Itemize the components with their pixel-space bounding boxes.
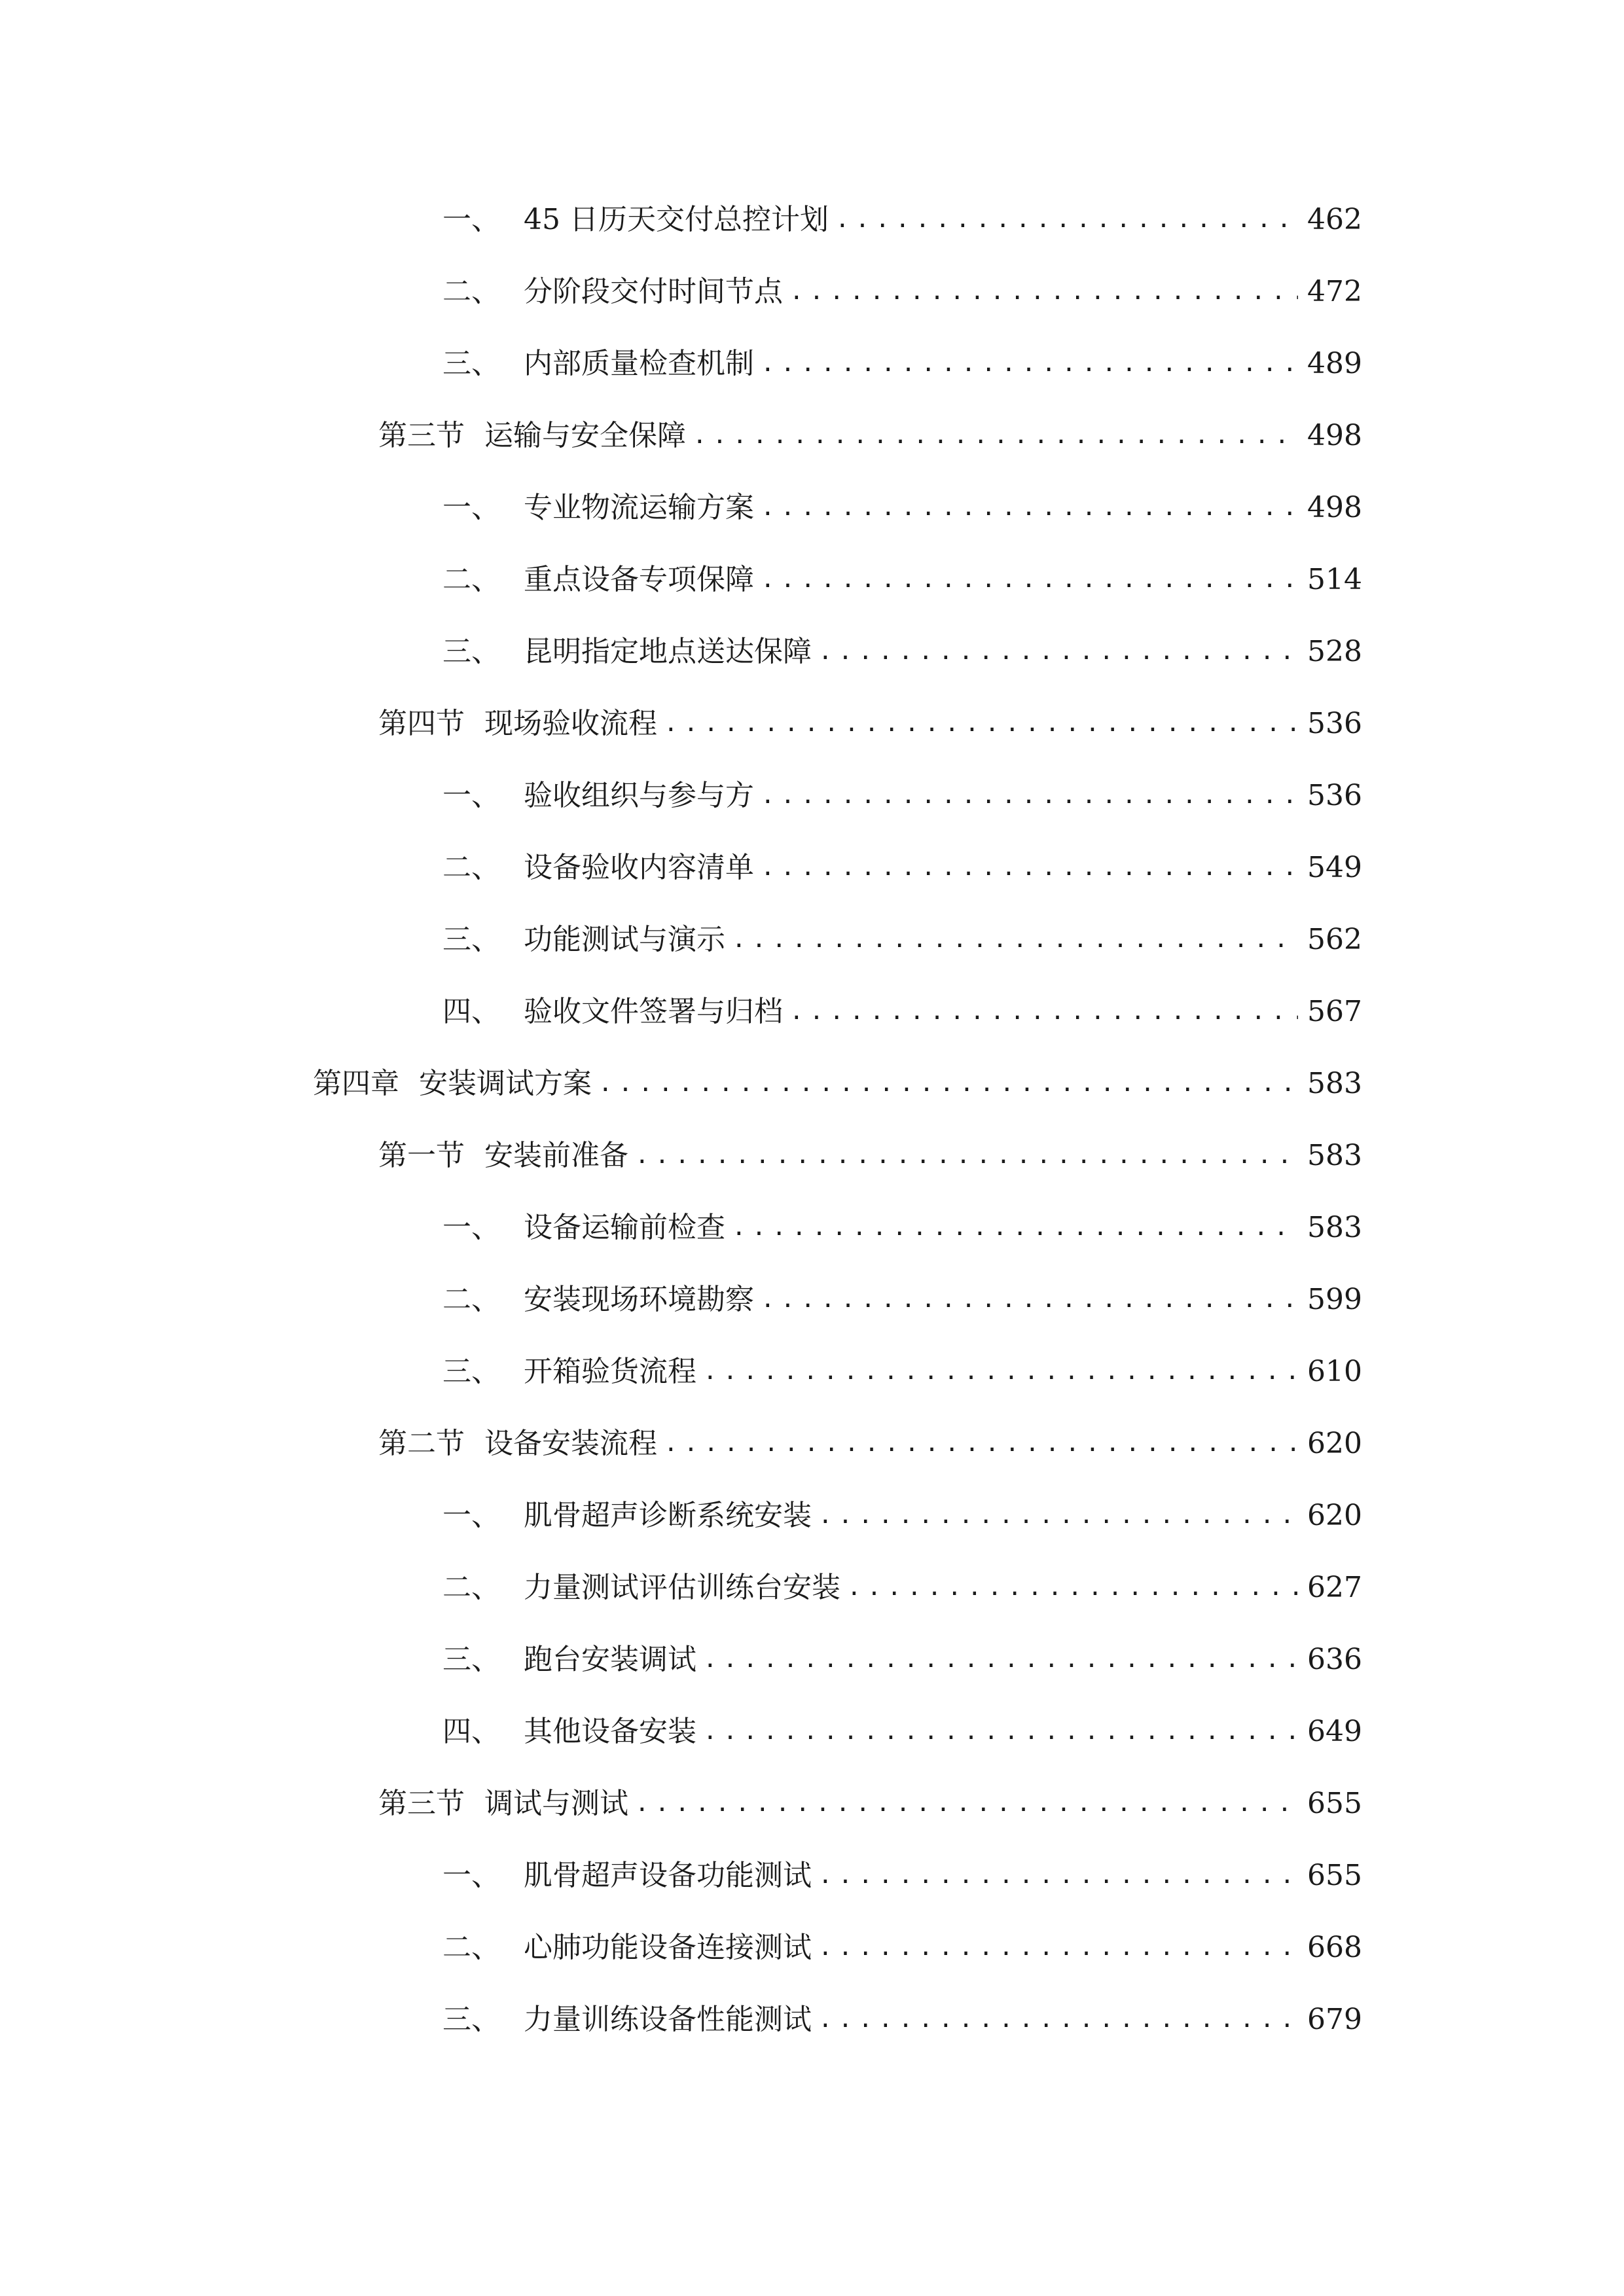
toc-entry-title: 设备验收内容清单 xyxy=(524,851,754,884)
dot-leader xyxy=(789,976,1298,1048)
toc-entry-number: 二、 xyxy=(442,1931,500,1964)
toc-entry-number: 第四节 xyxy=(378,707,465,740)
dot-leader xyxy=(818,1912,1298,1984)
toc-entry-page: 536 xyxy=(1307,779,1362,812)
dot-leader xyxy=(635,1120,1298,1192)
dot-leader xyxy=(818,1840,1298,1912)
dot-leader xyxy=(664,1408,1298,1480)
toc-entry-page: 636 xyxy=(1307,1643,1362,1676)
toc-entry-title: 力量训练设备性能测试 xyxy=(524,2003,812,2036)
toc-entry[interactable] xyxy=(0,1768,1624,1840)
toc-entry-title: 开箱验货流程 xyxy=(524,1355,696,1388)
toc-entry-page: 627 xyxy=(1307,1571,1362,1604)
dot-leader xyxy=(818,1480,1298,1552)
toc-entry-page: 462 xyxy=(1307,203,1362,236)
toc-entry-page: 583 xyxy=(1307,1067,1362,1100)
toc-entry-page: 649 xyxy=(1307,1715,1362,1748)
toc-entry-title: 肌骨超声设备功能测试 xyxy=(524,1859,812,1892)
toc-entry-number: 二、 xyxy=(442,1283,500,1316)
toc-entry-number: 一、 xyxy=(442,1859,500,1892)
toc-entry-title: 设备运输前检查 xyxy=(524,1211,725,1244)
toc-entry-number: 一、 xyxy=(442,1211,500,1244)
toc-entry-page: 514 xyxy=(1307,563,1362,596)
toc-entry[interactable] xyxy=(0,1048,1624,1120)
toc-entry[interactable] xyxy=(0,472,1624,544)
toc-entry-page: 583 xyxy=(1307,1211,1362,1244)
toc-entry-page: 498 xyxy=(1307,491,1362,524)
toc-entry-page: 620 xyxy=(1307,1499,1362,1532)
toc-entry-title: 内部质量检查机制 xyxy=(524,347,754,380)
dot-leader xyxy=(761,832,1298,904)
toc-entry-number: 第三节 xyxy=(378,419,465,452)
toc-entry-page: 668 xyxy=(1307,1931,1362,1964)
toc-entry-title: 跑台安装调试 xyxy=(524,1643,696,1676)
toc-entry-title: 昆明指定地点送达保障 xyxy=(524,635,812,668)
toc-entry[interactable] xyxy=(0,1624,1624,1696)
dot-leader xyxy=(703,1336,1298,1408)
toc-entry-page: 528 xyxy=(1307,635,1362,668)
toc-entry-number: 三、 xyxy=(442,923,500,956)
toc-entry[interactable] xyxy=(0,1120,1624,1192)
toc-entry-number: 三、 xyxy=(442,1643,500,1676)
toc-entry-title: 验收文件签署与归档 xyxy=(524,995,783,1028)
toc-entry-title: 安装调试方案 xyxy=(419,1067,592,1100)
toc-entry[interactable] xyxy=(0,184,1624,256)
toc-entry-page: 472 xyxy=(1307,275,1362,308)
toc-entry[interactable] xyxy=(0,400,1624,472)
toc-entry-page: 655 xyxy=(1307,1859,1362,1892)
toc-entry-number: 三、 xyxy=(442,347,500,380)
dot-leader xyxy=(703,1696,1298,1768)
toc-entry-number: 二、 xyxy=(442,563,500,596)
toc-entry[interactable] xyxy=(0,976,1624,1048)
toc-entry-number: 第一节 xyxy=(378,1139,465,1172)
toc-entry-title: 设备安装流程 xyxy=(484,1427,657,1460)
toc-entry[interactable] xyxy=(0,1552,1624,1624)
toc-entry[interactable] xyxy=(0,1984,1624,2056)
toc-entry-number: 二、 xyxy=(442,1571,500,1604)
toc-entry[interactable] xyxy=(0,1696,1624,1768)
toc-entry[interactable] xyxy=(0,1480,1624,1552)
toc-entry-page: 620 xyxy=(1307,1427,1362,1460)
toc-entry-number: 三、 xyxy=(442,635,500,668)
toc-entry-page: 489 xyxy=(1307,347,1362,380)
dot-leader xyxy=(847,1552,1298,1624)
toc-entry[interactable] xyxy=(0,1408,1624,1480)
toc-entry-number: 第二节 xyxy=(378,1427,465,1460)
toc-entry[interactable] xyxy=(0,616,1624,688)
toc-entry-number: 一、 xyxy=(442,491,500,524)
toc-entry[interactable] xyxy=(0,904,1624,976)
toc-entry[interactable] xyxy=(0,328,1624,400)
dot-leader xyxy=(693,400,1298,472)
toc-entry-title: 重点设备专项保障 xyxy=(524,563,754,596)
toc-entry-title: 分阶段交付时间节点 xyxy=(524,275,783,308)
toc-entry-number: 第四章 xyxy=(313,1067,399,1100)
toc-entry-page: 498 xyxy=(1307,419,1362,452)
toc-entry-page: 536 xyxy=(1307,707,1362,740)
dot-leader xyxy=(635,1768,1298,1840)
toc-entry[interactable] xyxy=(0,688,1624,760)
toc-entry-number: 一、 xyxy=(442,203,500,236)
toc-entry[interactable] xyxy=(0,832,1624,904)
toc-entry-title: 运输与安全保障 xyxy=(484,419,686,452)
toc-entry-title: 验收组织与参与方 xyxy=(524,779,754,812)
toc-entry-number: 二、 xyxy=(442,275,500,308)
dot-leader xyxy=(761,328,1298,400)
dot-leader xyxy=(761,544,1298,616)
toc-entry[interactable] xyxy=(0,256,1624,328)
toc-entry[interactable] xyxy=(0,1336,1624,1408)
toc-entry-number: 第三节 xyxy=(378,1787,465,1820)
toc-entry-page: 549 xyxy=(1307,851,1362,884)
dot-leader xyxy=(732,904,1298,976)
toc-entry[interactable] xyxy=(0,1840,1624,1912)
toc-entry-page: 567 xyxy=(1307,995,1362,1028)
dot-leader xyxy=(732,1192,1298,1264)
toc-entry-number: 一、 xyxy=(442,779,500,812)
toc-entry[interactable] xyxy=(0,760,1624,832)
toc-entry-number: 四、 xyxy=(442,1715,500,1748)
toc-entry-page: 655 xyxy=(1307,1787,1362,1820)
dot-leader xyxy=(761,472,1298,544)
dot-leader xyxy=(761,760,1298,832)
dot-leader xyxy=(789,256,1298,328)
toc-entry-title: 45 日历天交付总控计划 xyxy=(524,203,829,236)
dot-leader xyxy=(818,616,1298,688)
toc-entry-number: 一、 xyxy=(442,1499,500,1532)
toc-entry[interactable] xyxy=(0,1912,1624,1984)
dot-leader xyxy=(598,1048,1298,1120)
toc-entry-number: 三、 xyxy=(442,2003,500,2036)
toc-entry-title: 肌骨超声诊断系统安装 xyxy=(524,1499,812,1532)
dot-leader xyxy=(835,184,1298,256)
toc-entry-number: 二、 xyxy=(442,851,500,884)
toc-entry-title: 心肺功能设备连接测试 xyxy=(524,1931,812,1964)
toc-entry-page: 679 xyxy=(1307,2003,1362,2036)
toc-entry-page: 583 xyxy=(1307,1139,1362,1172)
dot-leader xyxy=(818,1984,1298,2056)
dot-leader xyxy=(761,1264,1298,1336)
toc-entry-title: 功能测试与演示 xyxy=(524,923,725,956)
toc-entry[interactable] xyxy=(0,544,1624,616)
toc-entry-title: 专业物流运输方案 xyxy=(524,491,754,524)
toc-entry-title: 安装前准备 xyxy=(484,1139,628,1172)
dot-leader xyxy=(664,688,1298,760)
toc-entry-page: 562 xyxy=(1307,923,1362,956)
dot-leader xyxy=(703,1624,1298,1696)
toc-entry-number: 四、 xyxy=(442,995,500,1028)
toc-entry-number: 三、 xyxy=(442,1355,500,1388)
toc-entry[interactable] xyxy=(0,1264,1624,1336)
toc-entry[interactable] xyxy=(0,1192,1624,1264)
toc-entry-title: 力量测试评估训练台安装 xyxy=(524,1571,840,1604)
toc-entry-title: 调试与测试 xyxy=(484,1787,628,1820)
toc-entry-page: 599 xyxy=(1307,1283,1362,1316)
toc-entry-page: 610 xyxy=(1307,1355,1362,1388)
toc-entry-title: 现场验收流程 xyxy=(484,707,657,740)
toc-entry-title: 其他设备安装 xyxy=(524,1715,696,1748)
toc-entry-title: 安装现场环境勘察 xyxy=(524,1283,754,1316)
